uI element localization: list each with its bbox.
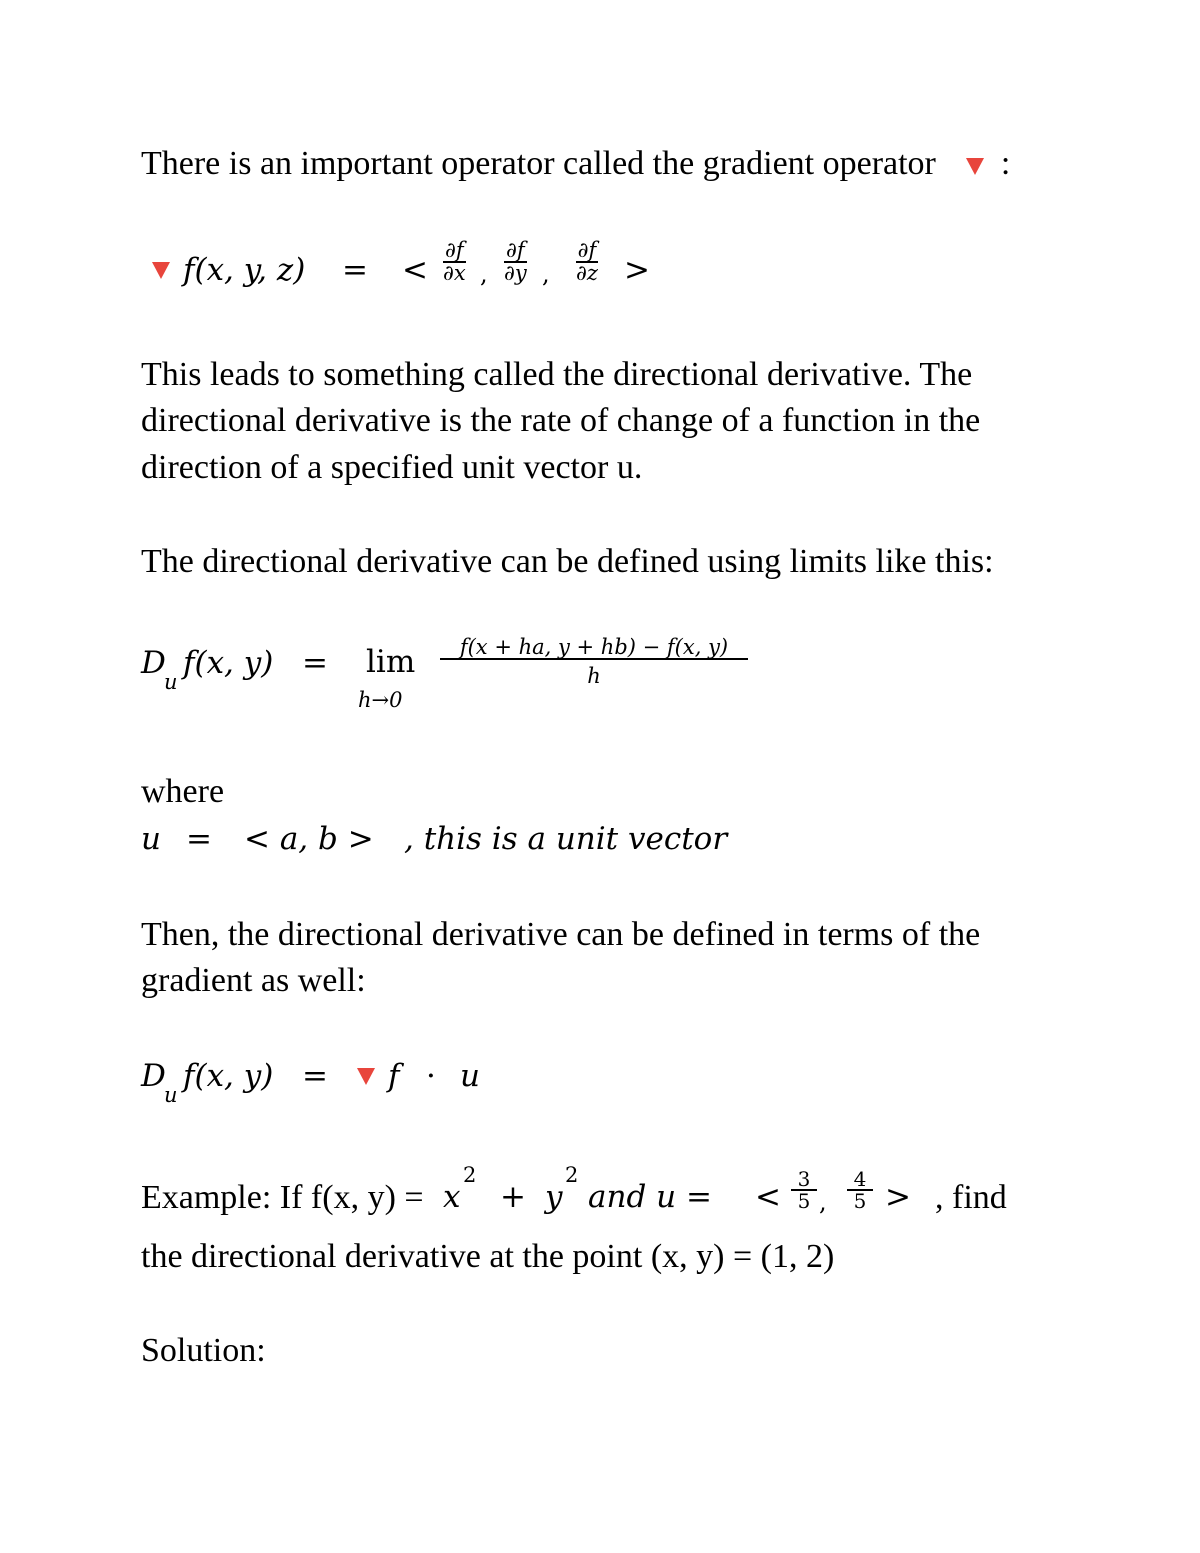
limit-lim: lim [366, 644, 416, 680]
example-plus: + [500, 1179, 526, 1215]
where-vector: < a, b > [244, 821, 374, 857]
partial-denominator-y: ∂y [504, 261, 527, 285]
limit-subscript-u: u [164, 670, 178, 694]
para3-line1: Then, the directional derivative can be defined in terms of the [141, 916, 981, 953]
example-fraction-2 [847, 1169, 873, 1211]
intro-colon: : [1000, 145, 1011, 182]
example-comma: , [819, 1188, 827, 1216]
para3-line2: gradient as well: [141, 962, 366, 999]
example-fraction-1 [791, 1169, 817, 1211]
grad-D: D [141, 1058, 166, 1094]
partial-fraction-y [504, 240, 527, 284]
limit-subscript: h→0 [358, 688, 403, 712]
example-close-bracket: > [885, 1179, 911, 1215]
grad-u: u [460, 1058, 480, 1094]
example-num2: 4 [853, 1167, 867, 1191]
example-num1: 3 [797, 1167, 811, 1191]
partial-denominator-x: ∂x [443, 261, 466, 285]
limit-lhs: f(x, y) [183, 645, 274, 681]
intro-text: There is an important operator called the gradient operator [141, 145, 936, 182]
limit-numerator: f(x + ha, y + hb) − f(x, y) [459, 635, 729, 659]
grad-f: f [388, 1058, 400, 1094]
gradient-comma: , [480, 260, 488, 288]
partial-numerator: ∂f [506, 238, 525, 262]
para1-line3: direction of a specified unit vector u. [141, 449, 643, 486]
partial-fraction-z [576, 240, 598, 284]
where-u: u [141, 821, 161, 857]
example-line2: the directional derivative at the point (x, y) = (1, 2) [141, 1238, 835, 1275]
where-note: , this is a unit vector [404, 821, 728, 857]
grad-lhs: f(x, y) [183, 1058, 274, 1094]
nabla-icon [357, 1068, 375, 1085]
intro-line [141, 147, 1010, 181]
partial-numerator: ∂f [445, 238, 464, 262]
limit-D: D [141, 645, 166, 681]
limit-denominator: h [587, 664, 601, 688]
grad-equals: = [302, 1058, 328, 1094]
partial-denominator-z: ∂z [576, 261, 598, 285]
limit-fraction [440, 637, 748, 687]
gradient-open-bracket: < [402, 252, 428, 288]
example-exp1: 2 [463, 1163, 477, 1187]
where-equals: = [186, 821, 212, 857]
where-label: where [141, 773, 225, 810]
example-open-bracket: < [755, 1179, 781, 1215]
para1-line1: This leads to something called the directional derivative. The [141, 356, 973, 393]
example-x: x [443, 1179, 461, 1215]
solution-label: Solution: [141, 1332, 266, 1369]
gradient-comma: , [542, 260, 550, 288]
example-find: , find [935, 1179, 1007, 1216]
gradient-lhs: f(x, y, z) [183, 252, 306, 288]
gradient-equals: = [342, 252, 368, 288]
example-den1: 5 [797, 1189, 811, 1213]
grad-subscript-u: u [164, 1083, 178, 1107]
example-exp2: 2 [565, 1163, 579, 1187]
example-den2: 5 [853, 1189, 867, 1213]
example-prefix: Example: If f(x, y) = [141, 1179, 424, 1216]
partial-numerator: ∂f [577, 238, 597, 262]
nabla-icon [966, 158, 984, 175]
nabla-icon [152, 262, 170, 279]
para1-line2: directional derivative is the rate of change of a function in the [141, 402, 981, 439]
gradient-close-bracket: > [624, 252, 650, 288]
partial-fraction-x [443, 240, 466, 284]
limit-equals: = [302, 645, 328, 681]
grad-dot: · [426, 1058, 436, 1094]
example-y: y [545, 1179, 563, 1215]
example-and-u: and u = [588, 1179, 712, 1215]
para2: The directional derivative can be defined using limits like this: [141, 543, 994, 580]
